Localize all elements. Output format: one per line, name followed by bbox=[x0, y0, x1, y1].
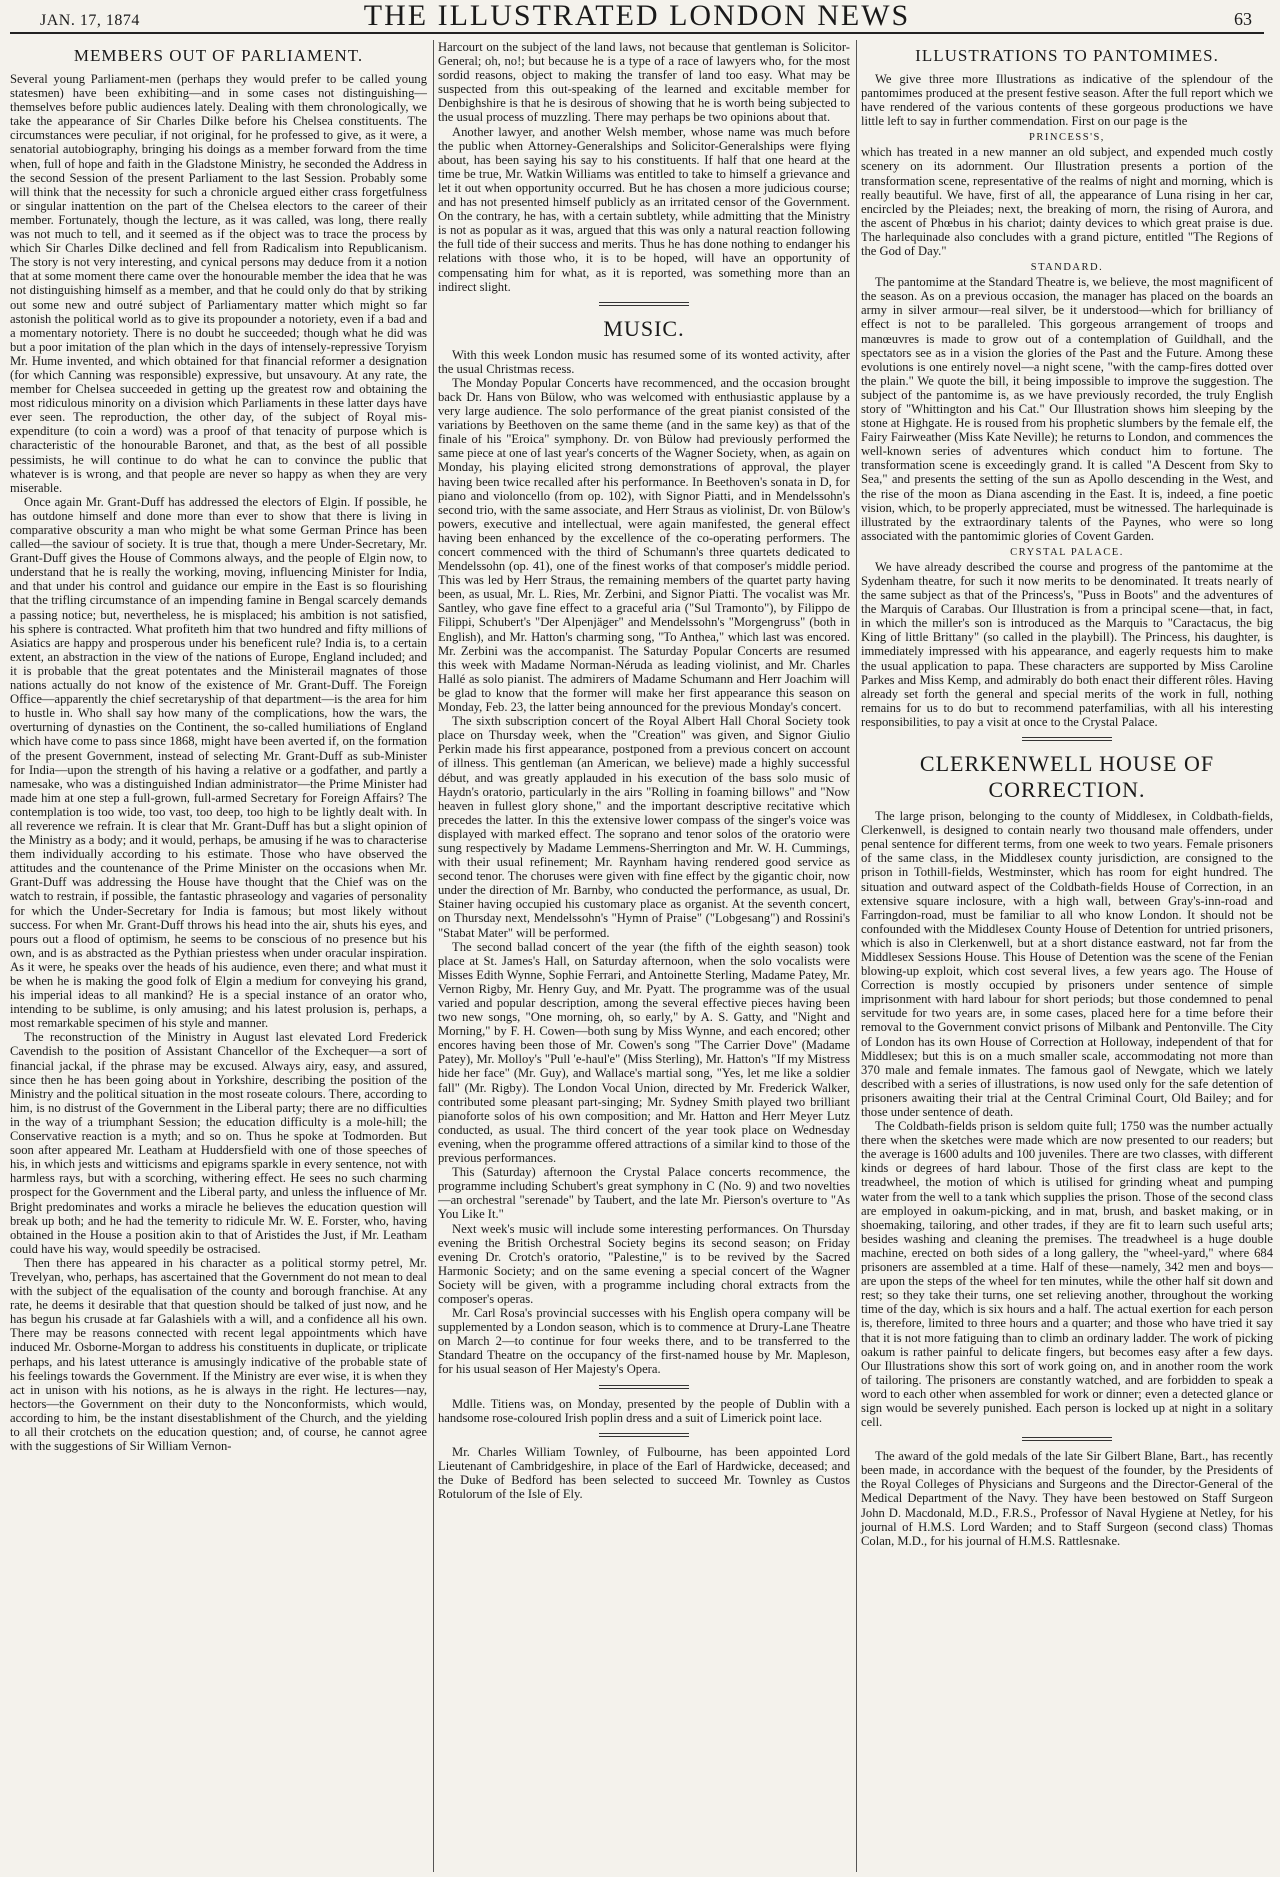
article-paragraph: The second ballad concert of the year (the fifth of the eighth season) took place at St. James's Hall, on Saturday afternoon, when the solo vocalists were Misses Edith Wynne, Sophie Ferrari, and Antoinette Sterling, Madame Patey, Mr. Vernon Rigby, Mr. Henry Guy, and Mr. Pyatt. The programme was of the usual varied and popular description, among the several effective pieces having been two new songs, "One morning, oh, so early," by A. S. Gatty, and "Night and Morning," by F. H. Cowen—both sung by Miss Wynne, and each encored; other encores having been those of Mr. Cowen's song "The Carrier Dove" (Madame Patey), Mr. Molloy's "Pull 'e-haul'e" (Miss Sterling), Mr. Hatton's "If my Mistress hide her face" (Mr. Guy), and Wallace's martial song, "Yes, let me like a soldier fall" (Mr. Rigby). The London Vocal Union, directed by Mr. Frederick Walker, contributed some pleasant part-singing; Mr. Sydney Smith played two brilliant pianoforte solos of his own composition; and Mr. Hatton and Herr Meyer Lutz conducted, as usual. The third concert of the year took place on Wednesday evening, when the programme offered attractions of a similar kind to those of the previous performances. bbox=[438, 939, 850, 1166]
article-paragraph: The large prison, belonging to the county of Middlesex, in Coldbath-fields, Clerkenwell, is designed to contain nearly two thousand male offenders, under penal sentence for different terms, from one week to two years. Female prisoners of the same class, in the Middlesex county jurisdiction, are consigned to the prison in Tothill-fields, Westminster, which has room for eight hundred. The situation and outward aspect of the Coldbath-fields House of Correction, in an extensive square inclosure, with a high wall, between Gray's-inn-road and Farringdon-road, must be familiar to all who know London. It should not be confounded with the Middlesex County House of Detention for untried prisoners, which is also in Clerkenwell, but at a short distance eastward, not far from the Middlesex Sessions House. This House of Detention was the scene of the Fenian blowing-up exploit, which cost several lives, a few years ago. The House of Correction is mostly occupied by prisoners under sentence of simple imprisonment with hard labour for short periods; but those condemned to penal servitude for two years are, in some cases, placed here for a time before their removal to the Government convict prisons of Milbank and Pentonville. The City of London has its own House of Correction at Holloway, independent of that for Middlesex; but this is on a much smaller scale, accommodating not more than 370 male and female inmates. The famous gaol of Newgate, which we lately described with a series of illustrations, is now used only for the safe detention of prisoners awaiting their trial at the Central Criminal Court, Old Bailey; and for those under sentence of death. bbox=[861, 809, 1273, 1119]
article-paragraph: Then there has appeared in his character as a political stormy petrel, Mr. Trevelyan, who, perhaps, has ascertained that the Government do not mean to deal with the subject of the equalisation of the county and borough franchise. At any rate, he deems it desirable that that question should be talked of just now, and he has begun his crusade at far Galashiels with a will, and a confidence all his own. There may be reasons connected with recent legal appointments which have induced Mr. Osborne-Morgan to address his constituents in duplicate, or triplicate perhaps, and his latest utterance is amusingly indicative of the probable state of his feelings towards the Government. If the Ministry are ever wise, it is when they act in unison with his notions, as he is always in the right. He lectures—nay, hectors—the Government on their duty to the Nonconformists, which would, according to him, be the instant disestablishment of the Church, and the yielding to all their crotchets on the education question; and, of course, he cannot agree with the suggestions of Sir William Vernon- bbox=[10, 1255, 427, 1454]
news-item: Mdlle. Titiens was, on Monday, presented by the people of Dublin with a handsome rose-coloured Irish poplin dress and a suit of Limerick point lace. bbox=[438, 1396, 850, 1425]
article-paragraph: With this week London music has resumed some of its wonted activity, after the usual Christmas recess. bbox=[438, 347, 850, 376]
article-paragraph: We have already described the course and progress of the pantomime at the Sydenham theatre, for such it now merits to be denominated. It treats nearly of the same subject as that of the Princess's, "Puss in Boots" and the adventures of the Marquis of Carabas. Our Illustration is from a principal scene—that, in fact, in which the miller's son is introduced as the Marquis to "Caractacus, the big King of little Brittany" (so called in the playbill). The Princess, his daughter, is immediately impressed with his appearance, and eagerly requests him to make the usual application to papa. These characters are supported by Miss Caroline Parkes and Miss Kemp, and admirably do both enact their different rôles. Having already set forth the general and special merits of the work in full, nothing remains for us to do but to recommend paterfamilias, with all his interesting responsibilities, to pay a visit at once to the Crystal Palace. bbox=[861, 559, 1273, 729]
issue-date: JAN. 17, 1874 bbox=[40, 12, 140, 29]
article-paragraph: The reconstruction of the Ministry in August last elevated Lord Frederick Cavendish to the position of Assistant Chancellor of the Exchequer—a sort of financial jackal, if the phrase may be excused. Always airy, easy, and assured, since then he has been going about in Yorkshire, describing the position of the Ministry and the political situation in the most roseate colours. There, according to him, is no distrust of the Government in the Liberal party; there are no difficulties in the way of a triumphant Session; the education difficulty is a mole-hill; the Conservative reaction is a myth; and so on. Thus he spoke at Todmorden. But soon after appeared Mr. Leatham at Huddersfield with one of those speeches of his, in which jests and witticisms and epigrams sparkle in every sentence, not with harmless rays, but with a scorching, withering effect. He sees no such charming prospect for the Government and the Liberal party, and unless the influence of Mr. Bright predominates and works a miracle he believes the education question will break up both; and he had the temerity to ridicule Mr. W. E. Forster, who, having obtained in the House a position akin to that of Aristides the Just, if Mr. Leatham could have his way, would speedily be ostracised. bbox=[10, 1030, 427, 1256]
article-paragraph: Harcourt on the subject of the land laws, not because that gentleman is Solicitor-General; oh, no!; but because he is a type of a race of lawyers who, for the most sordid reasons, object to making the transfer of land too easy. What may be suspected from this out-speaking of the learned and excitable member for Denbighshire is that he is desirous of showing that he is worth being subjected to the usual process of muzzling. There may perhaps be two opinions about that. bbox=[438, 40, 850, 125]
column-1 bbox=[10, 40, 427, 1872]
article-paragraph: Mr. Carl Rosa's provincial successes with his English opera company will be supplemented by a London season, which is to commence at Drury-Lane Theatre on March 2—to continue for four weeks there, and to be transferred to the Standard Theatre on the occupancy of the first-named house by Mr. Mapleson, for his usual season of Her Majesty's Opera. bbox=[438, 1306, 850, 1377]
article-paragraph: Once again Mr. Grant-Duff has addressed the electors of Elgin. If possible, he has outdone himself and done more than ever to show that there is living in comparative obscurity a man who might be what some German Prince has been called—the saviour of society. It is true that, though a mere Under-Secretary, Mr. Grant-Duff gives the House of Commons always, and the people of Elgin now, to understand that he is really the working, moving, influencing Minister for India, and that under his control and guidance our empire in the East is so flourishing that the trifling circumstance of an impending famine in Bengal scarcely demands a passing notice; but, nevertheless, he is misplaced; his ambition is not satisfied, his sphere is contracted. What profiteth him that two hundred and fifty millions of Asiatics are happy and prosperous under his beneficent rule? India is, to a certain extent, an abstraction in the view of the nations of Europe, England included; and it is probable that the great potentates and the Ministerail magnates of those nations actually do not know of the existence of Mr. Grant-Duff. The Foreign Office—apparently the chief secretaryship of that department—is the area for him to hustle in. Who shall say how many of the complications, how the wars, the overturning of dynasties on the Continent, the so-called humiliations of England which have come to pass since 1868, might have been averted if, on the formation of the present Government, instead of selecting Mr. Grant-Duff as sub-Minister for India—upon the strength of his having a relative or a godfather, and partly a namesake, who was a distinguished Indian administrator—the Prime Minister had made him at one step a full-grown, full-armed Secretary for Foreign Affairs? The contemplation is too wide, too vast, too deep, too high to be lightly dealt with. In all reverence we refrain. It is clear that Mr. Grant-Duff has but a slight opinion of the Ministry as a body; and it would, perhaps, be amusing if he was to characterise them individually according to his estimate. Those who have observed the attitudes and the countenance of the Prime Minister on the occasions when Mr. Grant-Duff was addressing the House have thought that the Chief was on the watch to restrain, if possible, the fantastic phraseology and vagaries of personality for which the Under-Secretary for India is famous; but most likely without success. For when Mr. Grant-Duff throws his head into the air, shuts his eyes, and pours out a flood of optimism, he seems to be conscious of no presence but his own, and is as abstracted as the Pythian priestess when under oracular inspiration. As it were, he speaks over the heads of his audience, even there; and what must it be when he is making the good folk of Elgin a medium for conveying his grand, his imperial ideas to all mankind? He is a special instance of an orator who, intending to be sublime, is only amusing; and his latest prolusion is, perhaps, a most remarkable specimen of his style and manner. bbox=[10, 494, 427, 1031]
article-heading-members: MEMBERS OUT OF PARLIAMENT. bbox=[73, 46, 364, 65]
article-paragraph: We give three more Illustrations as indicative of the splendour of the pantomimes produced at the present festive season. After the full report which we have rendered of the various contents of these gorgeous productions we have little left to say in further commendation. First on our page is the bbox=[861, 72, 1273, 129]
article-paragraph: The sixth subscription concert of the Royal Albert Hall Choral Society took place on Thursday week, when the "Creation" was given, and Signor Giulio Perkin made his first appearance, postponed from a previous concert on account of illness. This gentleman (an American, we believe) made a highly successful début, and was greatly applauded in his execution of the bass solo music of Haydn's oratorio, particularly in the airs "Rolling in foaming billows" and "Now heaven in fullest glory shone," and the important descriptive recitative which precedes the latter. In this the extensive lower compass of the singer's voice was displayed with marked effect. The soprano and tenor solos of the oratorio were sung respectively by Madame Lemmens-Sherrington and Mr. W. H. Cummings, with their usual refinement; Mr. Raynham having rendered good service as second tenor. The choruses were given with fine effect by the gigantic choir, now under the direction of Mr. Barnby, who conducted the performance, as usual, Dr. Stainer having occupied his customary place as organist. At the seventh concert, on Thursday next, Mendelssohn's "Hymn of Praise" ("Lobgesang") and Rossini's "Stabat Mater" will be performed. bbox=[438, 714, 850, 940]
subheading-crystal-palace: CRYSTAL PALACE. bbox=[1010, 546, 1124, 558]
section-divider bbox=[599, 1433, 689, 1437]
article-heading-clerkenwell: CLERKENWELL HOUSE OF CORRECTION. bbox=[919, 751, 1215, 803]
article-paragraph: The Monday Popular Concerts have recommenced, and the occasion brought back Dr. Hans von Bülow, who was welcomed with enthusiastic applause by a very large audience. The solo performance of the great pianist consisted of the variations by Beethoven on the same theme (and in the same key) as that of the finale of his "Eroica" symphony. Dr. von Bülow had previously performed the same piece at one of last year's concerts of the Wagner Society, when, as again on Monday, his playing elicited strong demonstrations of approval, the player having been twice recalled after his performance. In Beethoven's sonata in D, for piano and violoncello (from op. 102), with Signor Piatti, and in Mendelssohn's second trio, with the same associate, and Herr Straus as violinist, Dr. von Bülow's powers, executive and intellectual, were again manifested, the general effect having been enhanced by the excellence of the co-operating performers. The concert commenced with the third of Schumann's three quartets dedicated to Mendelssohn (op. 41), one of the finest works of that composer's middle period. This was led by Herr Straus, the remaining members of the quartet party having been, as usual, Mr. L. Ries, Mr. Zerbini, and Signor Piatti. The vocalist was Mr. Santley, who gave fine effect to a graceful aria ("Sul Tramonto"), by Filippo de Filippi, Schubert's "Der Alpenjäger" and Mendelssohn's "Morgengruss" (both in English), and Mr. Hatton's charming song, "To Anthea," which last was encored. Mr. Zerbini was the accompanist. The Saturday Popular Concerts are resumed this week with Madame Norman-Néruda as leading violinist, and Mr. Charles Hallé as solo pianist. The admirers of Madame Schumann and Herr Joachim will be glad to know that the former will make her first appearance this season on Monday, Feb. 23, the latter being announced for the previous Monday's concert. bbox=[438, 375, 850, 715]
page-number: 63 bbox=[1234, 9, 1252, 29]
article-paragraph: which has treated in a new manner an old subject, and expended much costly scenery on its adornment. Our Illustration presents a portion of the transformation scene, representative of the realms of night and morning, which is really beautiful. We have, first of all, the appearance of Luna rising in her car, encircled by the Pleiades; next, the breaking of morn, the rising of Aurora, and the ascent of Phœbus in his chariot; dainty devices to which great praise is due. The harlequinade also concludes with a grand picture, entitled "The Regions of the God of Day." bbox=[861, 145, 1273, 259]
newspaper-title: THE ILLUSTRATED LONDON NEWS bbox=[363, 0, 911, 32]
section-divider bbox=[599, 302, 689, 306]
section-divider bbox=[1022, 737, 1112, 741]
article-paragraph: The pantomime at the Standard Theatre is, we believe, the most magnificent of the season. As on a previous occasion, the manager has placed on the boards an army in silver armour—real silver, be it understood—which for brilliancy of effect is not to be paralleled. This gorgeous arrangement of troops and manœuvres is made to grow out of a contemplation of Guildhall, and the spectators see as in a vision the glories of the Past and the Future. Among these evolutions is one entirely novel—a night scene, "with the camp-fires dotted over the plain." We quote the bill, it being impossible to improve the suggestion. The subject of the pantomime is, as we have previously recorded, the truly English story of "Whittington and his Cat." Our Illustration shows him sleeping by the stone at Highgate. He is roused from his prophetic slumbers by the female elf, the Fairy Fairweather (Miss Kate Neville); he returns to London, and commences the well-known series of adventures which conduct him to fortune. The transformation scene is exceedingly grand. It is called "A Descent from Sky to Sea," and presents the setting of the sun as Apollo descending in the West, and the rise of the moon as Diana ascending in the East. It is, indeed, a fine poetic vision, which, to be properly appreciated, must be witnessed. The harlequinade is illustrated by the extraordinary talents of the Paynes, who were so long associated with the pantomimic glories of Covent Garden. bbox=[861, 275, 1273, 543]
article-paragraph: This (Saturday) afternoon the Crystal Palace concerts recommence, the programme including Schubert's great symphony in C (No. 9) and two novelties—an orchestral "serenade" by Taubert, and the late Mr. Pierson's overture to "As You Like It." bbox=[438, 1165, 850, 1222]
subheading-princess: PRINCESS'S, bbox=[1029, 132, 1105, 144]
article-paragraph: Next week's music will include some interesting performances. On Thursday evening the British Orchestral Society begins its second season; on Friday evening Dr. Crotch's oratorio, "Palestine," is to be revived by the Sacred Harmonic Society; and on the same evening a special concert of the Wagner Society will be given, with a programme including choral extracts from the composer's operas. bbox=[438, 1221, 850, 1306]
section-divider bbox=[1022, 1437, 1112, 1441]
article-paragraph: The Coldbath-fields prison is seldom quite full; 1750 was the number actually there when the sketches were made which are now presented to our readers; but the average is 1600 adults and 100 juveniles. There are two classes, with different kinds or degrees of hard labour. Those of the first class are kept to the treadwheel, the motion of which is utilised for grinding wheat and pumping water from the well to a tank which supplies the prison. Those of the second class are employed in oakum-picking, and in mat, brush, and basket making, or in shoemaking, tailoring, and other trades, if they are fit to learn such useful arts; besides washing and cleaning the premises. The treadwheel is a huge double machine, erected on both sides of a long gallery, the "wheel-yard," where 684 prisoners are assembled at a time. Half of these—namely, 342 men and boys—are upon the steps of the wheel for ten minutes, while the other half sit down and rest; so they take their turns, one set relieving another, throughout the working time of the day, which is six hours and a half. The actual exertion for each person is, therefore, limited to three hours and a quarter; and those who have tried it say that it is not more fatiguing than to climb an ordinary ladder. The work of picking oakum is rather painful to delicate fingers, but becomes easy after a few days. Our Illustrations show this sort of work going on, and in another room the work of tailoring. The prisoners are constantly watched, and are forbidden to speak a word to each other when assembled for work or dinner; even a detected glance or sign would be severely punished. Each person is locked up at night in a solitary cell. bbox=[861, 1119, 1273, 1430]
article-paragraph: Another lawyer, and another Welsh member, whose name was much before the public when Attorney-Generalships and Solicitor-Generalships were flying about, has been saying his say to his constituents. If half that one heard at the time be true, Mr. Watkin Williams was entitled to take to himself a grievance and let it out when opportunity occurred. But he has chosen a more judicious course; and has not presented himself publicly as an irritated censor of the Government. On the contrary, he has, with a certain subtlety, while admitting that the Ministry is not as popular as it was, argued that this was only a natural reaction following the full tide of their success and merits. Thus he has done nothing to endanger his relations with those who, it is to be hoped, will have an opportunity of compensating him for what, as it is reported, was something more than an indirect slight. bbox=[438, 124, 850, 294]
article-heading-music: MUSIC. bbox=[603, 315, 685, 341]
column-2 bbox=[433, 40, 850, 1872]
article-paragraph: Several young Parliament-men (perhaps they would prefer to be called young statesmen) have been exhibiting—and in some cases not distinguishing—themselves before public audiences lately. Dealing with them chronologically, we take the appearance of Sir Charles Dilke before his Chelsea constituents. The circumstances were peculiar, if not original, for he professed to give, as it were, a senatorial autobiography, bringing his doings as a member forward from the time when, full of hope and faith in the Gladstone Ministry, he seconded the Address in the second Session of the present Parliament to the last Session. Probably some will think that the necessity for such a chronicle argued either crass forgetfulness or singular inattention on the part of the Chelsea electors to the career of their member. Fortunately, though the lecture, as it was called, was long, there really was not much to tell, and it seemed as if the object was to trace the process by which Sir Charles Dilke declined and fell from Radicalism into Republicanism. The story is not very interesting, and cynical persons may deduce from it a notion that at some moment there came over the honourable member the idea that he was not distinguishing himself as a member, and that he could only do that by striking out some new and outré subject of Parliamentary matter which might so far astonish the political world as to give its propounder a notoriety, even if a bad and a momentary notoriety. There is no doubt he succeeded; though what he did was but a poor imitation of the plan which in the days of intensely-repressive Toryism Mr. Hume invented, and which obtained for that financial reformer a designation (for which Canning was responsible) expressive, but unsavoury. At any rate, the member for Chelsea succeeded in getting up the greatest row and obtaining the most ridiculous minority on a division which Parliaments in these latter days have ever seen. The reproduction, the other day, of the subject of Royal mis-expenditure (to coin a word) was a proof of that tenacity of purpose which is characteristic of the honourable Baronet, and that, as the best of all possible pessimists, he will continue to do what he can to convince the public that whatever is is wrong, and that people are never so happy as when they are very miserable. bbox=[10, 72, 427, 495]
subheading-standard: STANDARD. bbox=[1030, 262, 1104, 274]
section-divider bbox=[599, 1385, 689, 1389]
column-3 bbox=[856, 40, 1273, 1872]
news-item: The award of the gold medals of the late Sir Gilbert Blane, Bart., has recently been made, in accordance with the bequest of the founder, by the Presidents of the Royal Colleges of Physicians and Surgeons and the Director-General of the Medical Department of the Navy. They have been bestowed on Staff Surgeon John D. Macdonald, M.D., F.R.S., Professor of Naval Hygiene at Netley, for his journal of H.M.S. Lord Warden; and to Staff Surgeon (second class) Thomas Colan, M.D., for his journal of H.M.S. Rattlesnake. bbox=[861, 1449, 1273, 1548]
news-item: Mr. Charles William Townley, of Fulbourne, has been appointed Lord Lieutenant of Cambridgeshire, in place of the Earl of Hardwicke, deceased; and the Duke of Bedford has been selected to succeed Mr. Townley as Custos Rotulorum of the Isle of Ely. bbox=[438, 1444, 850, 1501]
masthead bbox=[10, 0, 1264, 34]
article-heading-pantomimes: ILLUSTRATIONS TO PANTOMIMES. bbox=[915, 46, 1219, 65]
columns bbox=[10, 40, 1273, 1872]
